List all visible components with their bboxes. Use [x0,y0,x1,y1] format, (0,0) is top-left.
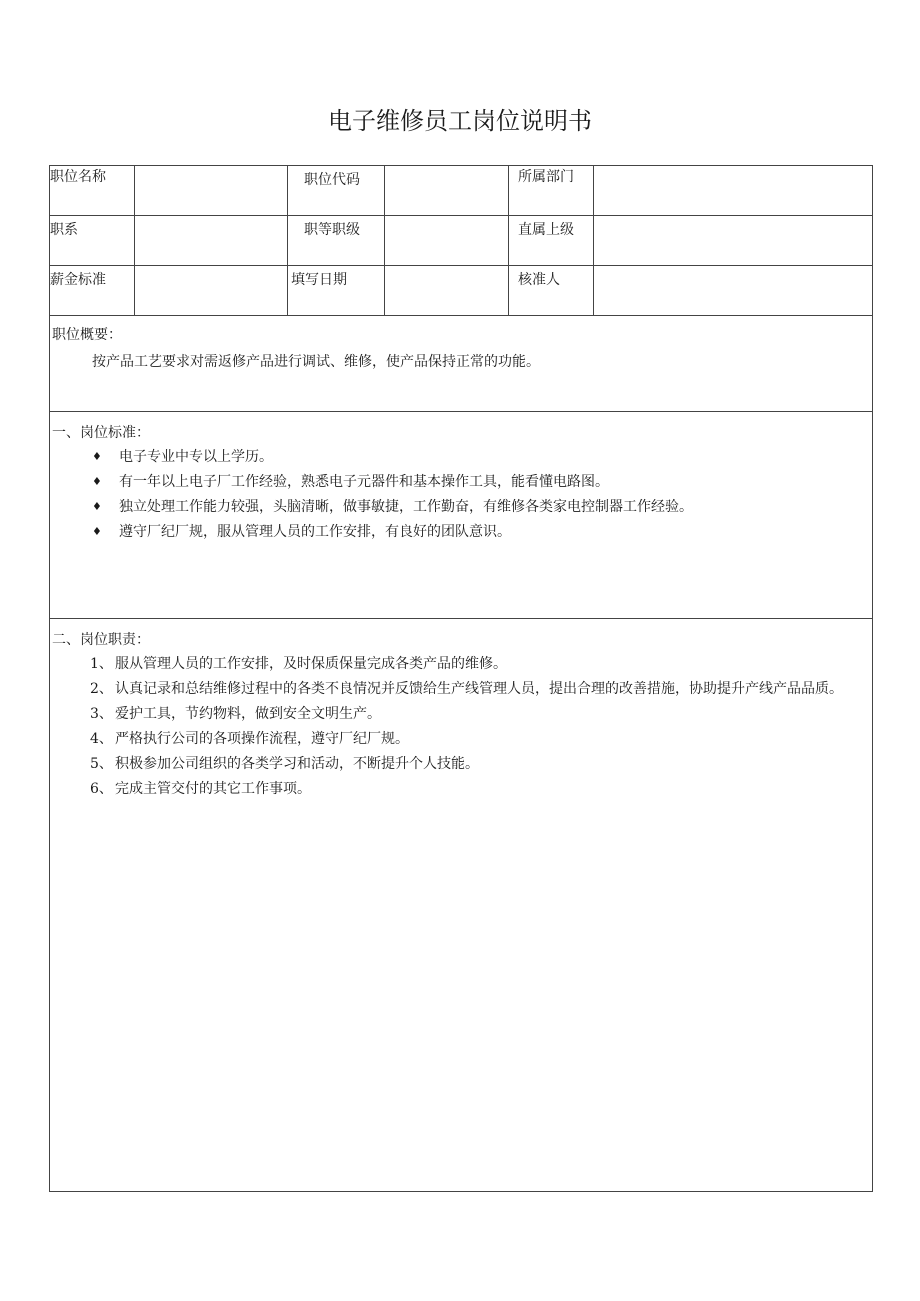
label-direct-supervisor: 直属上级 [509,216,594,266]
duties-row [50,619,873,1192]
list-item: 1、 服从管理人员的工作安排，及时保质保量完成各类产品的维修。 [90,656,507,672]
field-position-name[interactable] [135,166,288,216]
field-direct-supervisor[interactable] [594,216,873,266]
field-salary-standard[interactable] [135,266,288,316]
diamond-bullet-icon: ♦ [92,450,102,463]
label-position-name: 职位名称 [50,166,135,216]
diamond-bullet-icon: ♦ [92,475,102,488]
field-job-family[interactable] [135,216,288,266]
list-item: 2、 认真记录和总结维修过程中的各类不良情况并反馈给生产线管理人员，提出合理的改善措施，协助提升产线产品品质。 [90,681,843,697]
field-position-code[interactable] [385,166,509,216]
list-item: ♦ 独立处理工作能力较强，头脑清晰，做事敏捷，工作勤奋，有维修各类家电控制器工作经验。 [92,499,693,515]
list-item: 6、 完成主管交付的其它工作事项。 [90,781,311,797]
label-approver: 核准人 [509,266,594,316]
summary-text: 按产品工艺要求对需返修产品进行调试、维修，使产品保持正常的功能。 [92,354,540,370]
header-row-2 [50,216,873,266]
summary-section [50,316,872,411]
page-title: 电子维修员工岗位说明书 [328,107,592,135]
standards-section [50,412,872,618]
field-fill-date[interactable] [385,266,509,316]
duties-section [50,619,872,1191]
field-department[interactable] [594,166,873,216]
job-description-form [49,165,873,1192]
list-item: 4、 严格执行公司的各项操作流程，遵守厂纪厂规。 [90,731,409,747]
list-item: 5、 积极参加公司组织的各类学习和活动，不断提升个人技能。 [90,756,479,772]
label-position-code: 职位代码 [288,166,385,216]
standards-label: 一、岗位标准： [52,425,150,441]
standards-row [50,412,873,619]
field-grade-level[interactable] [385,216,509,266]
list-item: ♦ 电子专业中专以上学历。 [92,449,273,465]
header-row-3 [50,266,873,316]
list-item: 3、 爱护工具，节约物料，做到安全文明生产。 [90,706,381,722]
label-fill-date: 填写日期 [288,266,385,316]
label-job-family: 职系 [50,216,135,266]
list-item: ♦ 有一年以上电子厂工作经验，熟悉电子元器件和基本操作工具，能看懂电路图。 [92,474,609,490]
duties-list [90,653,865,803]
diamond-bullet-icon: ♦ [92,500,102,513]
standards-list [92,447,862,547]
label-department: 所属部门 [509,166,594,216]
duties-label: 二、岗位职责： [52,632,150,648]
label-salary-standard: 薪金标准 [50,266,135,316]
label-grade-level: 职等职级 [288,216,385,266]
summary-label: 职位概要： [52,327,122,343]
diamond-bullet-icon: ♦ [92,525,102,538]
list-item: ♦ 遵守厂纪厂规，服从管理人员的工作安排，有良好的团队意识。 [92,524,511,540]
summary-row [50,316,873,412]
header-row-1 [50,166,873,216]
field-approver[interactable] [594,266,873,316]
